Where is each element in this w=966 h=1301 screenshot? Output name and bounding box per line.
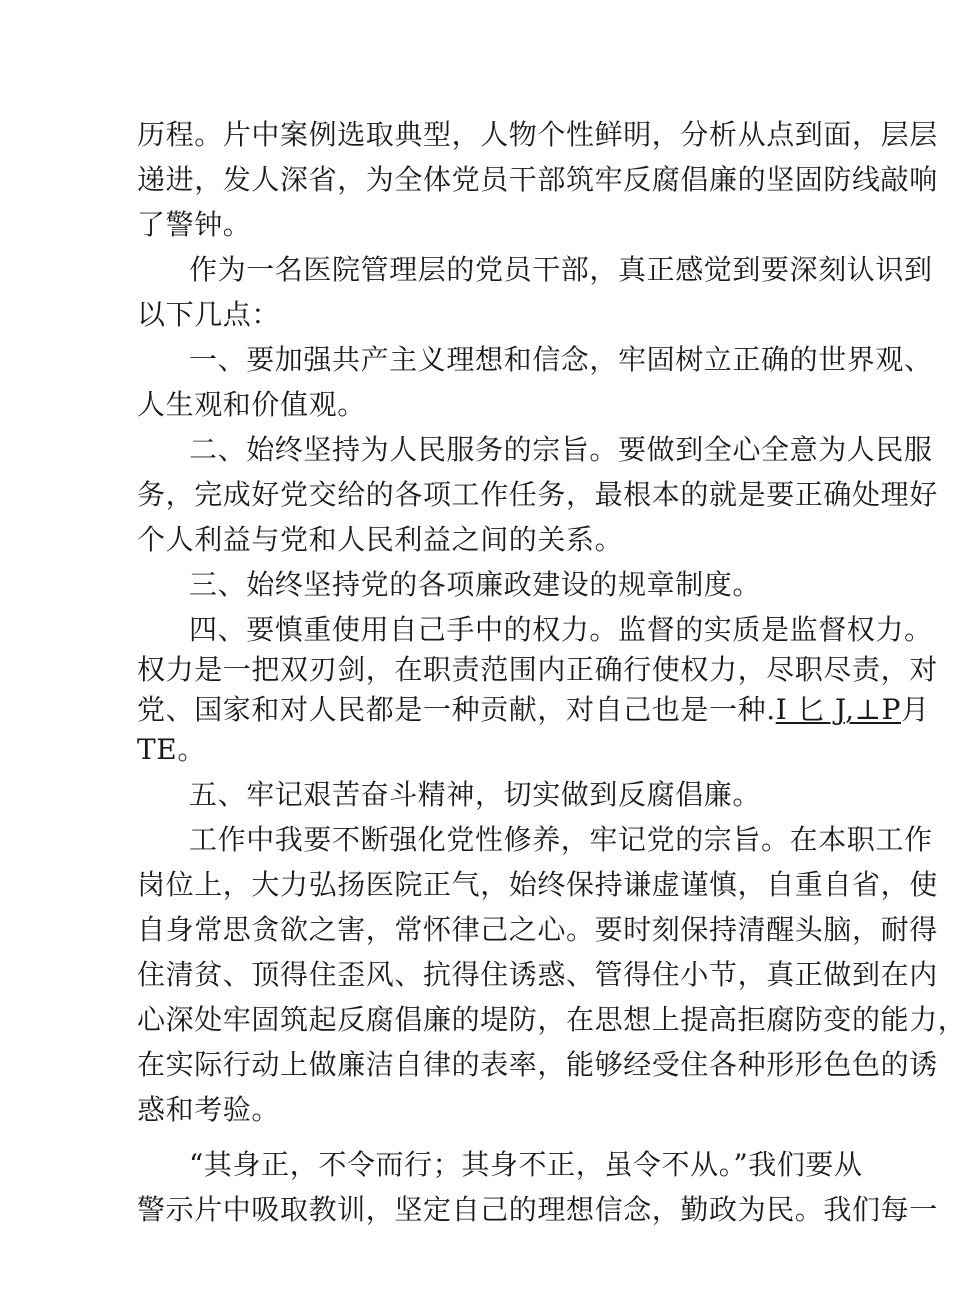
text-line-13: 权力是一把双刃剑，在职责范围内正确行使权力，尽职尽责，对 [137, 653, 938, 686]
text-line-25: 警示片中吸取教训，坚定自己的理想信念，勤政为民。我们每一 [137, 1193, 938, 1226]
text-line-2: 递进，发人深省，为全体党员干部筑牢反腐倡廉的坚固防线敲响 [137, 163, 938, 196]
text-line-14 [137, 690, 930, 730]
text-line-11: 三、始终坚持党的各项廉政建设的规章制度。 [189, 568, 762, 601]
text-line-14-main: 党、国家和对人民都是一种贡献，对自己也是一种. [137, 693, 776, 726]
text-line-23: 惑和考验。 [137, 1093, 281, 1126]
text-line-6: 一、要加强共产主义理想和信念，牢固树立正确的世界观、 [189, 343, 933, 376]
ocr-artifact-trailing: 月 [901, 693, 930, 726]
text-line-7: 人生观和价值观。 [137, 388, 366, 421]
text-line-4: 作为一名医院管理层的党员干部，真正感觉到要深刻认识到 [189, 253, 933, 286]
text-line-8: 二、始终坚持为人民服务的宗旨。要做到全心全意为人民服 [189, 433, 933, 466]
text-line-21: 心深处牢固筑起反腐倡廉的堤防，在思想上提高拒腐防变的能力， [137, 1003, 966, 1036]
text-line-12: 四、要慎重使用自己手中的权力。监督的实质是监督权力。 [189, 613, 933, 646]
text-line-17: 工作中我要不断强化党性修养，牢记党的宗旨。在本职工作 [189, 823, 933, 856]
text-line-9: 务，完成好党交给的各项工作任务，最根本的就是要正确处理好 [137, 478, 938, 511]
text-line-18: 岗位上，大力弘扬医院正气，始终保持谦虚谨慎，自重自省，使 [137, 868, 938, 901]
text-line-15: TE。 [137, 733, 206, 766]
text-line-10: 个人利益与党和人民利益之间的关系。 [137, 523, 624, 556]
text-line-3: 了警钟。 [137, 208, 252, 241]
ocr-artifact-underlined: I 匕 J,⊥P [775, 693, 902, 726]
text-line-5: 以下几点： [137, 298, 281, 331]
text-line-16: 五、牢记艰苦奋斗精神，切实做到反腐倡廉。 [189, 778, 762, 811]
text-line-20: 住清贫、顶得住歪风、抗得住诱惑、管得住小节，真正做到在内 [137, 958, 938, 991]
text-line-24: “其身正，不令而行；其身不正，虽令不从。”我们要从 [189, 1148, 863, 1181]
text-line-22: 在实际行动上做廉洁自律的表率，能够经受住各种形形色色的诱 [137, 1048, 938, 1081]
text-line-19: 自身常思贪欲之害，常怀律己之心。要时刻保持清醒头脑，耐得 [137, 913, 938, 946]
text-line-1: 历程。片中案例选取典型，人物个性鲜明，分析从点到面，层层 [137, 118, 938, 151]
